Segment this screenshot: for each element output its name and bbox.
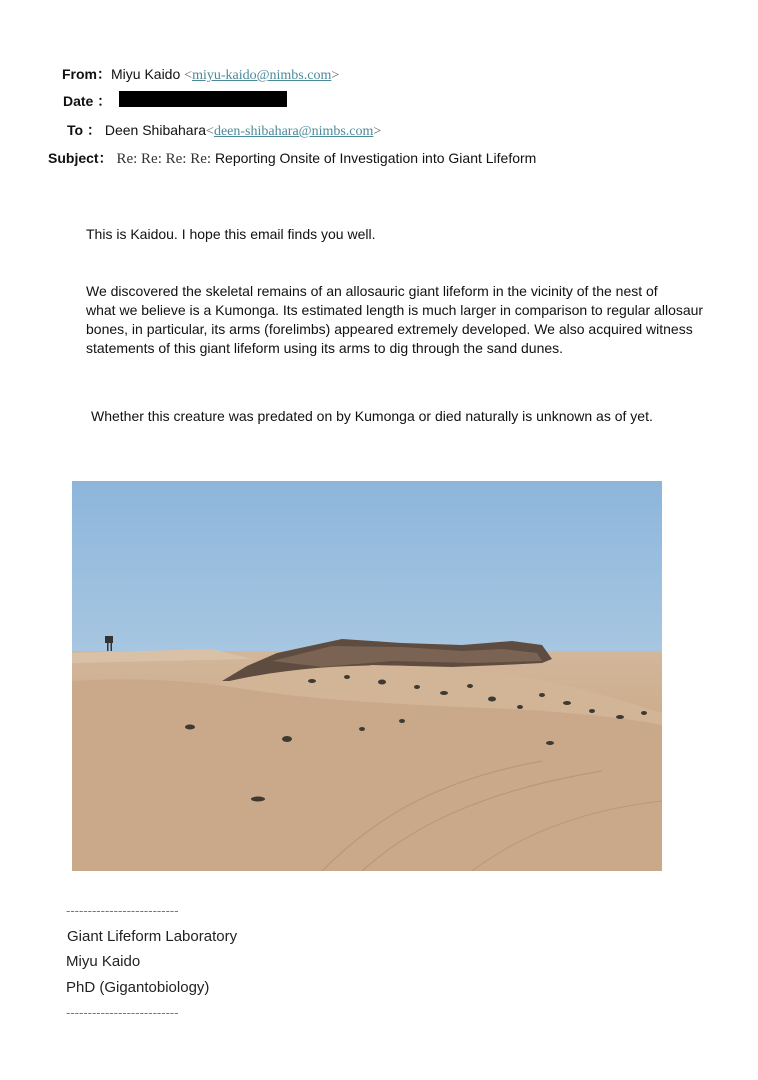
date-label: Date: [63, 93, 94, 109]
signature-divider-top: --------------------------: [66, 903, 179, 918]
signature-org: Giant Lifeform Laboratory: [67, 928, 238, 945]
signature-name: Miyu Kaido: [66, 953, 141, 970]
paragraph-1-line: what we believe is a Kumonga. Its estimated length is much larger in comparison to regular allosaur: [86, 302, 704, 318]
subject-prefix: Re: Re: Re: Re:: [116, 151, 212, 167]
to-name: Deen Shibahara: [104, 122, 207, 138]
from-label: From: [62, 66, 97, 82]
paragraph-1-line: bones, in particular, its arms (forelimbs) appeared extremely developed. We also acquired witness: [86, 321, 693, 337]
greeting: This is Kaidou. I hope this email finds you well.: [86, 226, 376, 242]
from-name: Miyu Kaido: [111, 66, 181, 82]
paragraph-1-line: statements of this giant lifeform using its arms to dig through the sand dunes.: [86, 340, 564, 356]
signature-divider-bottom: --------------------------: [66, 1005, 179, 1020]
to-label: To: [67, 122, 84, 138]
to-row: To ： Deen Shibahara<deen-shibahara@nimbs.com>: [67, 122, 382, 139]
to-email-link[interactable]: deen-shibahara@nimbs.com: [213, 124, 374, 139]
from-row: From：Miyu Kaido <miyu-kaido@nimbs.com>: [62, 66, 340, 83]
date-redaction-bar: [119, 91, 287, 107]
desert-photo: [72, 481, 662, 871]
subject-text: Reporting Onsite of Investigation into Giant Lifeform: [214, 150, 537, 166]
paragraph-1: [86, 282, 746, 358]
subject-row: Subject： Re: Re: Re: Re: Reporting Onsite of Investigation into Giant Lifeform: [48, 150, 537, 167]
paragraph-1-line: We discovered the skeletal remains of an allosauric giant lifeform in the vicinity of the nest of: [86, 283, 658, 299]
signature-title: PhD (Gigantobiology): [66, 979, 210, 996]
paragraph-2: Whether this creature was predated on by Kumonga or died naturally is unknown as of yet.: [91, 408, 653, 424]
from-email-link[interactable]: miyu-kaido@nimbs.com: [192, 68, 332, 83]
subject-label: Subject: [48, 150, 99, 166]
date-row: Date ：: [63, 93, 112, 109]
